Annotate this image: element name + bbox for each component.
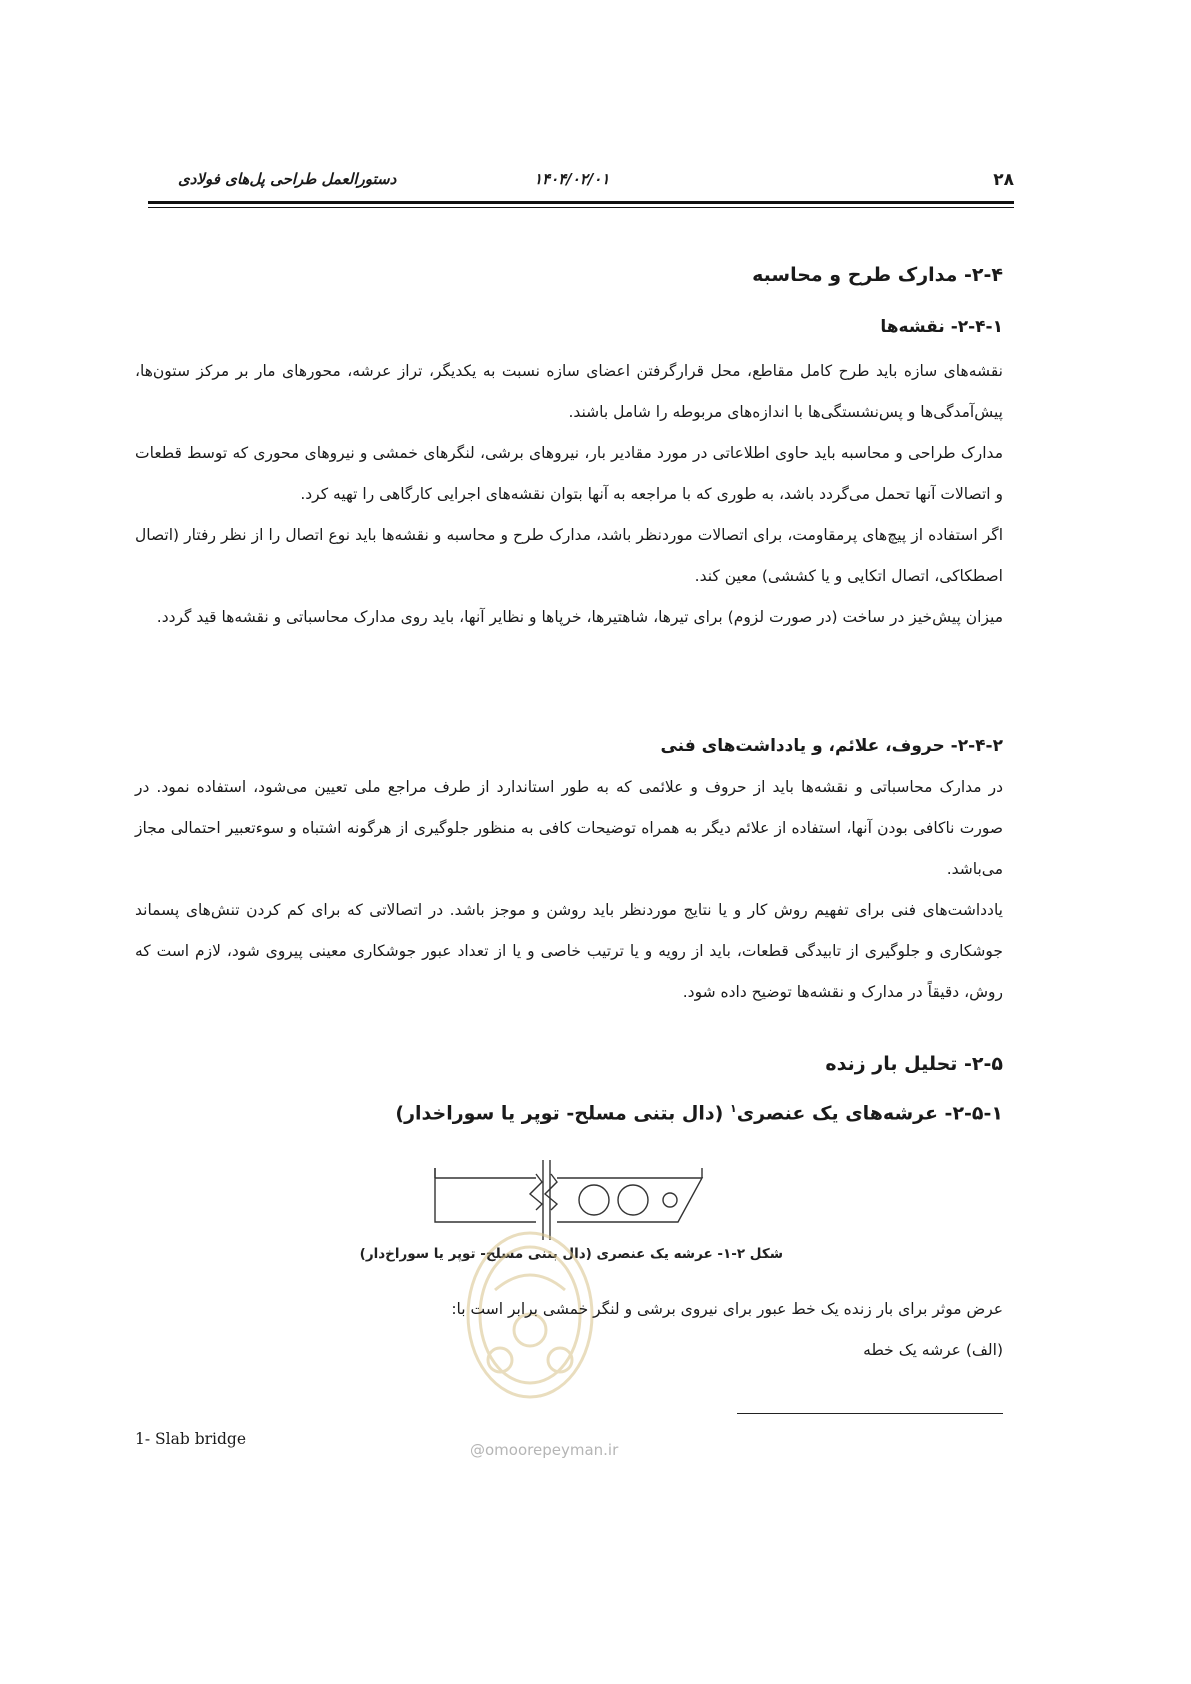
figure-caption: شکل ۲-۱- عرشه یک عنصری (دال بتنی مسلح- توپر یا سوراخ‌دار)	[359, 1246, 783, 1262]
page-header	[148, 170, 1014, 194]
fig-void-2	[618, 1185, 648, 1215]
paragraph: میزان پیش‌خیز در ساخت (در صورت لزوم) برای تیرها، شاهتیرها، خرپاها و نظایر آنها، باید روی مدارک محاسباتی و نقشه‌ها قید گردد.	[156, 608, 1003, 626]
subsection-2-4-2-body	[135, 767, 1003, 1013]
fig-void-1	[579, 1185, 609, 1215]
fig-break-left	[530, 1174, 542, 1210]
header-title: دستورالعمل طراحی پل‌های فولادی	[178, 170, 397, 188]
heading-2-5-1-tail: (دال بتنی مسلح- توپر یا سوراخدار)	[395, 1102, 730, 1125]
fig-void-3	[663, 1193, 677, 1207]
heading-2-5-1	[135, 1102, 1003, 1124]
heading-2-4: ۲-۴- مدارک طرح و محاسبه	[752, 264, 1003, 286]
subsection-heading-2-5-1	[135, 1102, 1003, 1124]
paragraph: نقشه‌های سازه باید طرح کامل مقاطع، محل قرارگرفتن اعضای سازه نسبت به یکدیگر، تراز عرشه، محورهای مار بر مرکز ستون‌ها، پیش‌آمدگی‌ها و پس‌نشستگی‌ها با اندازه‌های مربوطه را شامل باشند.	[135, 362, 1003, 421]
fig-left-deck	[435, 1168, 536, 1222]
heading-2-5-1-main: ۲-۵-۱- عرشه‌های یک عنصری	[736, 1102, 1003, 1125]
page-number: ۲۸	[993, 170, 1014, 190]
heading-2-4-1: ۲-۴-۱- نقشه‌ها	[880, 317, 1003, 337]
heading-2-5: ۲-۵- تحلیل بار زنده	[825, 1053, 1003, 1075]
heading-2-4-2: ۲-۴-۲- حروف، علائم، و یادداشت‌های فنی	[660, 736, 1003, 756]
subsection-2-4-1-body	[135, 351, 1003, 638]
section-heading-2-5	[135, 1053, 1003, 1075]
footnote: 1- Slab bridge	[135, 1430, 246, 1448]
footnote-rule	[737, 1413, 1003, 1414]
section-heading-2-4	[135, 264, 1003, 286]
fig-break-right	[545, 1174, 557, 1210]
wm-arc	[495, 1275, 565, 1290]
footnote-ref: ۱	[729, 1102, 737, 1115]
header-date: ۱۴۰۴/۰۲/۰۱	[534, 170, 610, 188]
paragraph: اگر استفاده از پیچ‌های پرمقاومت، برای اتصالات موردنظر باشد، مدارک طرح و محاسبه و نقشه‌ها باید نوع اتصال را از نظر رفتار (اتصال اصطکاکی، اتصال اتکایی و یا کششی) معین کند.	[135, 526, 1003, 585]
paragraph: مدارک طراحی و محاسبه باید حاوی اطلاعاتی در مورد مقادیر بار، نیروهای برشی، لنگرهای خمشی و نیروهای محوری که توسط قطعات و اتصالات آنها تحمل می‌گردد باشد، به طوری که با مراجعه به آنها بتوان نقشه‌های اجرایی کارگاهی را تهیه کرد.	[135, 444, 1003, 503]
header-rule-thick	[148, 201, 1014, 204]
subsection-2-5-1-body	[135, 1289, 1003, 1371]
paragraph: در مدارک محاسباتی و نقشه‌ها باید از حروف و علائمی که به طور استاندارد از طرف مراجع ملی تعیین می‌شود، استفاده نمود. در صورت ناکافی بودن آنها، استفاده از علائم دیگر به همراه توضیحات کافی به منظور جلوگیری از هرگونه اشتباه و سوءتعبیر احتمالی مجاز می‌باشد.	[135, 778, 1003, 878]
subsection-heading-2-4-2	[135, 736, 1003, 756]
paragraph: (الف) عرشه یک خطه	[863, 1341, 1003, 1359]
paragraph: عرض موثر برای بار زنده یک خط عبور برای نیروی برشی و لنگر خمشی برابر است با:	[451, 1300, 1003, 1318]
watermark-url: @omoorepeyman.ir	[470, 1441, 619, 1459]
header-rule-thin	[148, 207, 1014, 208]
subsection-heading-2-4-1	[135, 317, 1003, 337]
paragraph: یادداشت‌های فنی برای تفهیم روش کار و یا نتایج موردنظر باید روشن و موجز باشد. در اتصالاتی که برای کم کردن تنش‌های پسماند جوشکاری و جلوگیری از تابیدگی قطعات، باید از رویه و یا ترتیب خاصی و یا از تعداد عبور جوشکاری معینی پیروی شود، لازم است که روش، دقیقاً در مدارک و نقشه‌ها توضیح داده شود.	[135, 901, 1003, 1001]
